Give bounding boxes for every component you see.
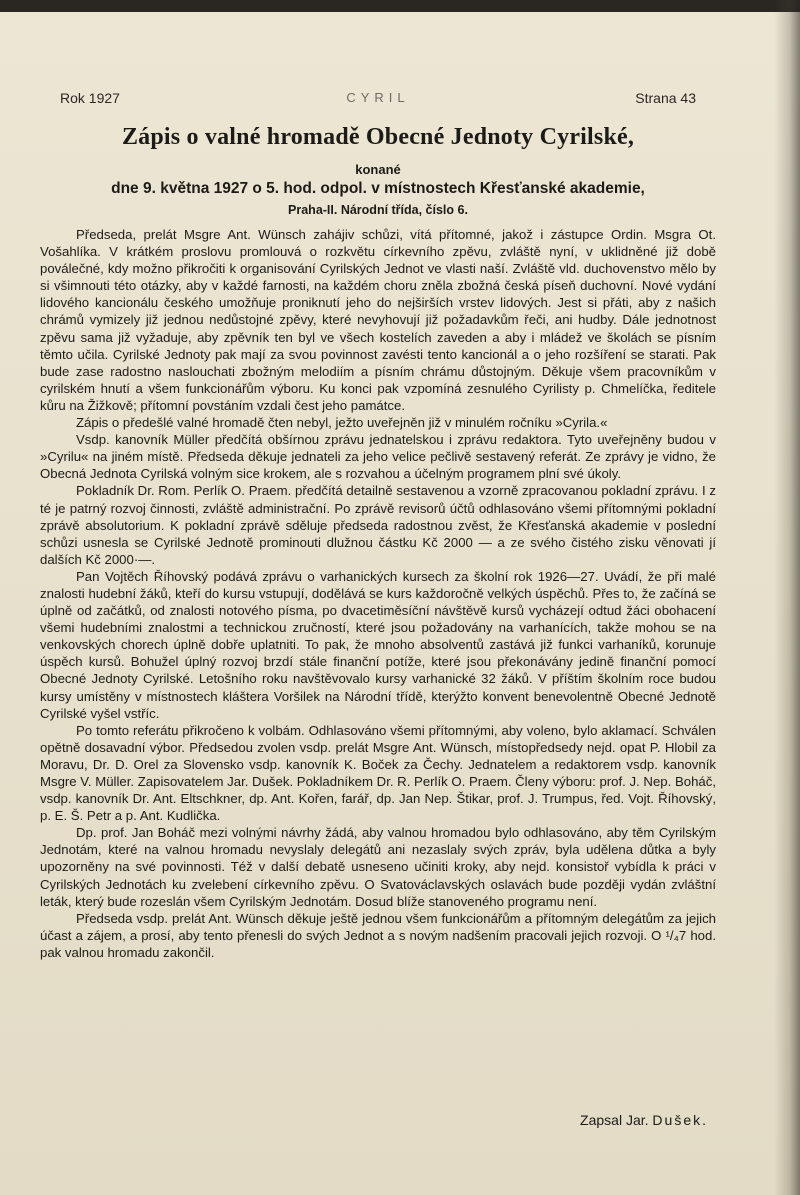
paragraph-previous-minutes: Zápis o předešlé valné hromadě čten nebyl, ježto uveřejněn již v minulém ročníku »Cyrila.« bbox=[76, 415, 608, 431]
place-line: Praha-II. Národní třída, číslo 6. bbox=[288, 203, 468, 217]
subtitle: konané bbox=[355, 162, 401, 177]
article-body bbox=[40, 226, 716, 961]
signature-line bbox=[580, 1112, 708, 1128]
paragraph-opening: Předseda, prelát Msgre Ant. Wünsch zahájiv schůzi, vítá přítomné, jakož i zástupce Ordin. Msgra Ot. Vošahlíka. V krátkém proslovu promlouvá o rozkvětu církevního zpěvu, zvláště nyní, v uklidněné již době poválečné, kdy možno přikročiti k organisování Cyrilských Jednot ve vlasti naší. Zvláště vld. duchovenstvo mělo by si všimnouti této otázky, aby v každé farnosti, na každém choru zněla zbožná česká píseň duchovní. Nové vydání lidového kancionálu českého umožňuje proniknutí jeho do nejširších vrstev lidových. Jest si přáti, aby z našich chrámů vymizely již jednou nedůstojné zpěvy, které nevyhovují již požadavkům řeči, ani hudby. Dále jednotnost zpěvu sama již vyžaduje, aby zpěvník ten byl ve všech kostelích zaveden a aby i mládež ve školách se písním těmto učila. Cyrilské Jednoty pak mají za svou povinnost zavésti tento kancionál a o jeho rozšíření se starati. Pak bude zase radostno naslouchati zbožným melodiím a písním chrámu důstojným. Děkuje všem pracovníkům v cyrilském hnutí a všem funkcionářům výboru. Ku konci pak vzpomíná zesnulého Cyrilisty p. Chmelíčka, ředitele kůru na Žižkově; přítomní povstáním vzdali čest jeho památce. bbox=[40, 227, 716, 413]
running-header bbox=[60, 90, 696, 110]
paragraph-elections: Po tomto referátu přikročeno k volbám. Odhlasováno všemi přítomnými, aby voleno, bylo aklamací. Schválen opětně dosavadní výbor. Předsedou zvolen vsdp. prelát Msgre Ant. Wünsch, místopředsedy nejd. opat P. Hlobil za Moravu, Dr. D. Orel za Slovensko vsdp. kanovník K. Boček za Čechy. Jednatelem a redaktorem vsdp. kanovník Msgre V. Müller. Zapisovatelem Jar. Dušek. Pokladníkem Dr. R. Perlík O. Praem. Členy výboru: prof. J. Nep. Boháč, vsdp. kanovník Dr. Ant. Eltschkner, dp. Ant. Kořen, farář, dp. Jan Nep. Štikar, prof. J. Trumpus, řed. Vojt. Říhovský, p. E. Š. Petr a p. Ant. Kudlička. bbox=[40, 722, 716, 824]
paragraph-organ-courses: Pan Vojtěch Říhovský podává zprávu o varhanických kursech za školní rok 1926—27. Uvádí, že při malé znalosti hudební žáků, kteří do kursu vstupují, dodělává se kurs každoročně velkých úspěchů. Přes to, že začíná se úplně od začátků, od znalosti notového písma, po dvacetiměsíční návštěvě kursů vycházejí odtud žáci obohacení všemi hudebními znalostmi a technickou zručností, které jsou požadovány na varhanících, takže mohou se na venkovských chorech úplně dobře uplatniti. To pak, že mnoho absolventů zastává již funkci varhaníků, korunuje úspěch kursů. Bohužel úplný rozvoj brzdí stále finanční potíže, které jsou překonávány jedině finanční pomocí Obecné Jednoty Cyrilské. Letošního roku navštěvovalo kursy varhanické 32 žáků. V příštím školním roce budou kursy umístěny v místnostech kláštera Voršilek na Národní třídě, kterýžto konvent benevolentně Obecné Jednotě Cyrilské vyšel vstříc. bbox=[40, 568, 716, 721]
paragraph-closing: Předseda vsdp. prelát Ant. Wünsch děkuje ještě jednou všem funkcionářům a přítomným delegátům za jejich účast a zájem, a prosí, aby tento přenesli do svých Jednot a s novým nadšením pracovali jejich rozvoji. O ¹/₄7 hod. pak valnou hromadu zakončil. bbox=[40, 910, 716, 960]
signature-name: Dušek. bbox=[652, 1112, 708, 1128]
date-line: dne 9. května 1927 o 5. hod. odpol. v místnostech Křesťanské akademie, bbox=[111, 180, 645, 197]
page-title: Zápis o valné hromadě Obecné Jednoty Cyrilské, bbox=[121, 124, 635, 150]
header-journal-name: CYRIL bbox=[346, 90, 410, 105]
paragraph-treasurer-report: Pokladník Dr. Rom. Perlík O. Praem. předčítá detailně sestavenou a vzorně zpracovanou pokladní zprávu. I z té je patrný rozvoj činnosti, zvláště administrační. Po zprávě revisorů účtů odhlasováno všemi přítomnými pokladní zprávě absolutorium. K pokladní zprávě sděluje předseda radostnou zvěst, že Křesťanská akademie v poslední schůzi usnesla se Cyrilské Jednotě prominouti dlužnou částku Kč 2000 — a ze svého čistého zisku věnovati jí dalších Kč 2000·—. bbox=[40, 483, 716, 567]
scan-top-border bbox=[0, 0, 800, 12]
signature-prefix: Zapsal Jar. bbox=[580, 1112, 649, 1128]
paragraph-secretary-report: Vsdp. kanovník Müller předčítá obšírnou zprávu jednatelskou i zprávu redaktora. Tyto uveřejněny budou v »Cyrilu« na jiném místě. Předseda děkuje jednateli za jeho velice pečlivě sestavený referát. Ze zprávy je vidno, že Obecná Jednota Cyrilská volným sice krokem, ale s rozvahou a účelným programem plní své úkoly. bbox=[40, 432, 716, 482]
header-page-number: Strana 43 bbox=[635, 90, 696, 106]
header-year: Rok 1927 bbox=[60, 90, 120, 106]
page-spine-shadow bbox=[774, 0, 800, 1195]
paragraph-motions: Dp. prof. Jan Boháč mezi volnými návrhy žádá, aby valnou hromadou bylo odhlasováno, aby těm Cyrilským Jednotám, které na valnou hromadu nevyslaly delegátů ani nezaslaly svých zpráv, byla udělena důtka a byly upozorněny na své povinnosti. Též v další debatě usneseno učiniti kroky, aby nejd. konsistoř vybídla k práci v Cyrilských Jednotách ku zvelebení církevního zpěvu. O Svatováclavských oslavách bude později vydán zvláštní leták, který bude rozeslán všem Cyrilským Jednotám. Dosud blíže stanoveného programu není. bbox=[40, 825, 716, 909]
